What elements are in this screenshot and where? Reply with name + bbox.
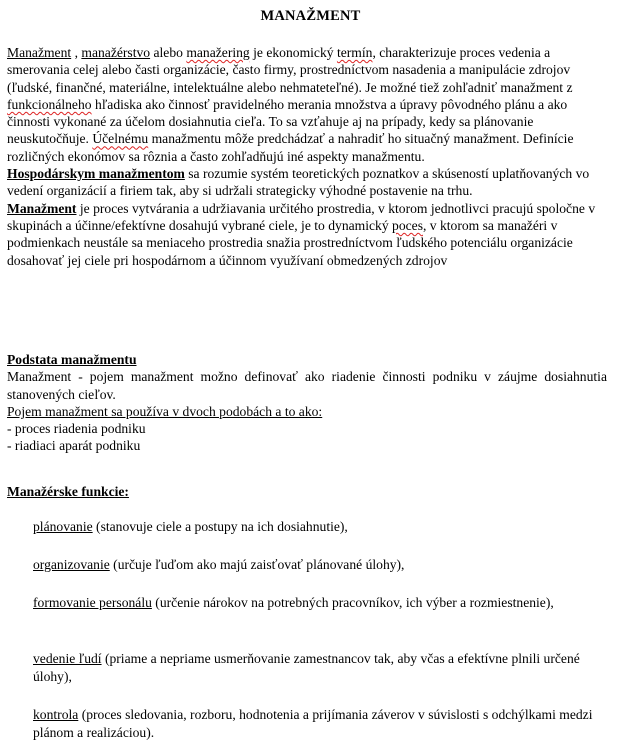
term-manazment: Manažment (7, 45, 72, 60)
podstata-heading: Podstata manažmentu (7, 352, 137, 367)
term-manazering: manažering (186, 45, 250, 60)
function-term: kontrola (33, 707, 79, 722)
function-item (33, 650, 593, 686)
manaz-text-2: , v ktorom sa manažéri v podmienkach neustále sa meniaceho prostredia snažia prostredníctvom ľudského potenciálu organizácie dosahovať jej ciele pri hospodárnom a účinnom využívaní obmedzených zdrojov (7, 217, 573, 268)
manaz-paragraph (7, 200, 607, 269)
function-desc: (určenie nárokov na potrebných pracovníkov, ich výber a rozmiestnenie), (151, 595, 554, 610)
function-desc: (priame a nepriame usmerňovanie zamestnancov tak, aby včas a efektívne plnili určené úlohy), (33, 651, 580, 684)
list-item: - riadiaci aparát podniku (7, 438, 141, 454)
intro-text-4: , charakterizuje proces vedenia a smerovania celej alebo časti organizácie, často firmy, prostredníctvom nasadenia a manipulácie zdrojov (ľudské, finančné, materiálne, intelektuálne alebo nehmateteľné). Je možné tiež zohľadniť manažment z (7, 45, 573, 95)
podstata-section (7, 351, 607, 455)
hosp-text: sa rozumie systém teoretických poznatkov a skúseností uplatňovaných vo vedení organizácií a firiem tak, aby si udržali strategicky výhodné postavenie na trhu. (7, 166, 590, 199)
hosp-paragraph (7, 165, 607, 200)
term-poces: poces (392, 217, 423, 233)
term-manazment-bold: Manažment (7, 200, 77, 216)
intro-text-6: manažmentu môže predchádzať a nahradiť ho situačný manažment. Definície rozličných ekonómov sa rôznia a často zohľadňujú iné aspekty manažmentu. (7, 131, 574, 164)
intro-text-2: alebo (150, 45, 187, 60)
function-term: organizovanie (33, 557, 110, 572)
funkcie-heading: Manažérske funkcie: (7, 484, 129, 499)
function-desc: (stanovuje ciele a postupy na ich dosiahnutie), (92, 519, 348, 534)
document-title: MANAŽMENT (260, 8, 361, 24)
function-item (33, 518, 593, 536)
pojem-line: Pojem manažment sa používa v dvoch podobách a to ako: (7, 403, 323, 419)
intro-text-3: je ekonomický (249, 45, 337, 60)
intro-text-1: , (71, 45, 82, 60)
term-manazerstvo: manažérstvo (81, 45, 151, 60)
function-term: vedenie ľudí (33, 651, 102, 666)
function-term: formovanie personálu (33, 595, 152, 610)
term-hospodarskym: Hospodárskym manažmentom (7, 166, 185, 182)
function-item (33, 706, 593, 742)
term-funkcionalneho: funkcionálneho (7, 96, 92, 112)
function-desc: (proces sledovania, rozboru, hodnotenia a prijímania záverov v súvislosti s odchýlkami medzi plánom a realizáciou). (33, 707, 593, 740)
intro-section (7, 44, 607, 269)
term-ucelnemu: Účelnému (92, 131, 149, 147)
manaz-text-1: je proces vytvárania a udržiavania určitého prostredia, v ktorom jednotlivci pracujú spoločne v skupinách a účinne/efektívne dosahujú vybrané ciele, je to dynamický (7, 200, 596, 233)
list-item: - proces riadenia podniku (7, 421, 146, 437)
function-item (33, 594, 593, 612)
term-termin: termín (336, 45, 373, 60)
function-term: plánovanie (33, 519, 93, 534)
intro-paragraph (7, 44, 607, 165)
funkcie-heading-wrap (7, 483, 607, 500)
intro-text-5: hľadiska ako činnosť pravidelného merania množstva a úpravy pôvodného plánu a ako činnosti vykonané za účelom dosiahnutia cieľa. To sa vzťahuje aj na prípady, kedy sa plánovanie neuskutočňuje. (7, 96, 568, 147)
podstata-text: Manažment - pojem manažment možno definovať ako riadenie činnosti podniku v záujme dosiahnutia stanovených cieľov. (7, 369, 607, 402)
function-desc: (určuje ľuďom ako majú zaisťovať plánované úlohy), (109, 557, 405, 572)
function-item (33, 556, 593, 574)
